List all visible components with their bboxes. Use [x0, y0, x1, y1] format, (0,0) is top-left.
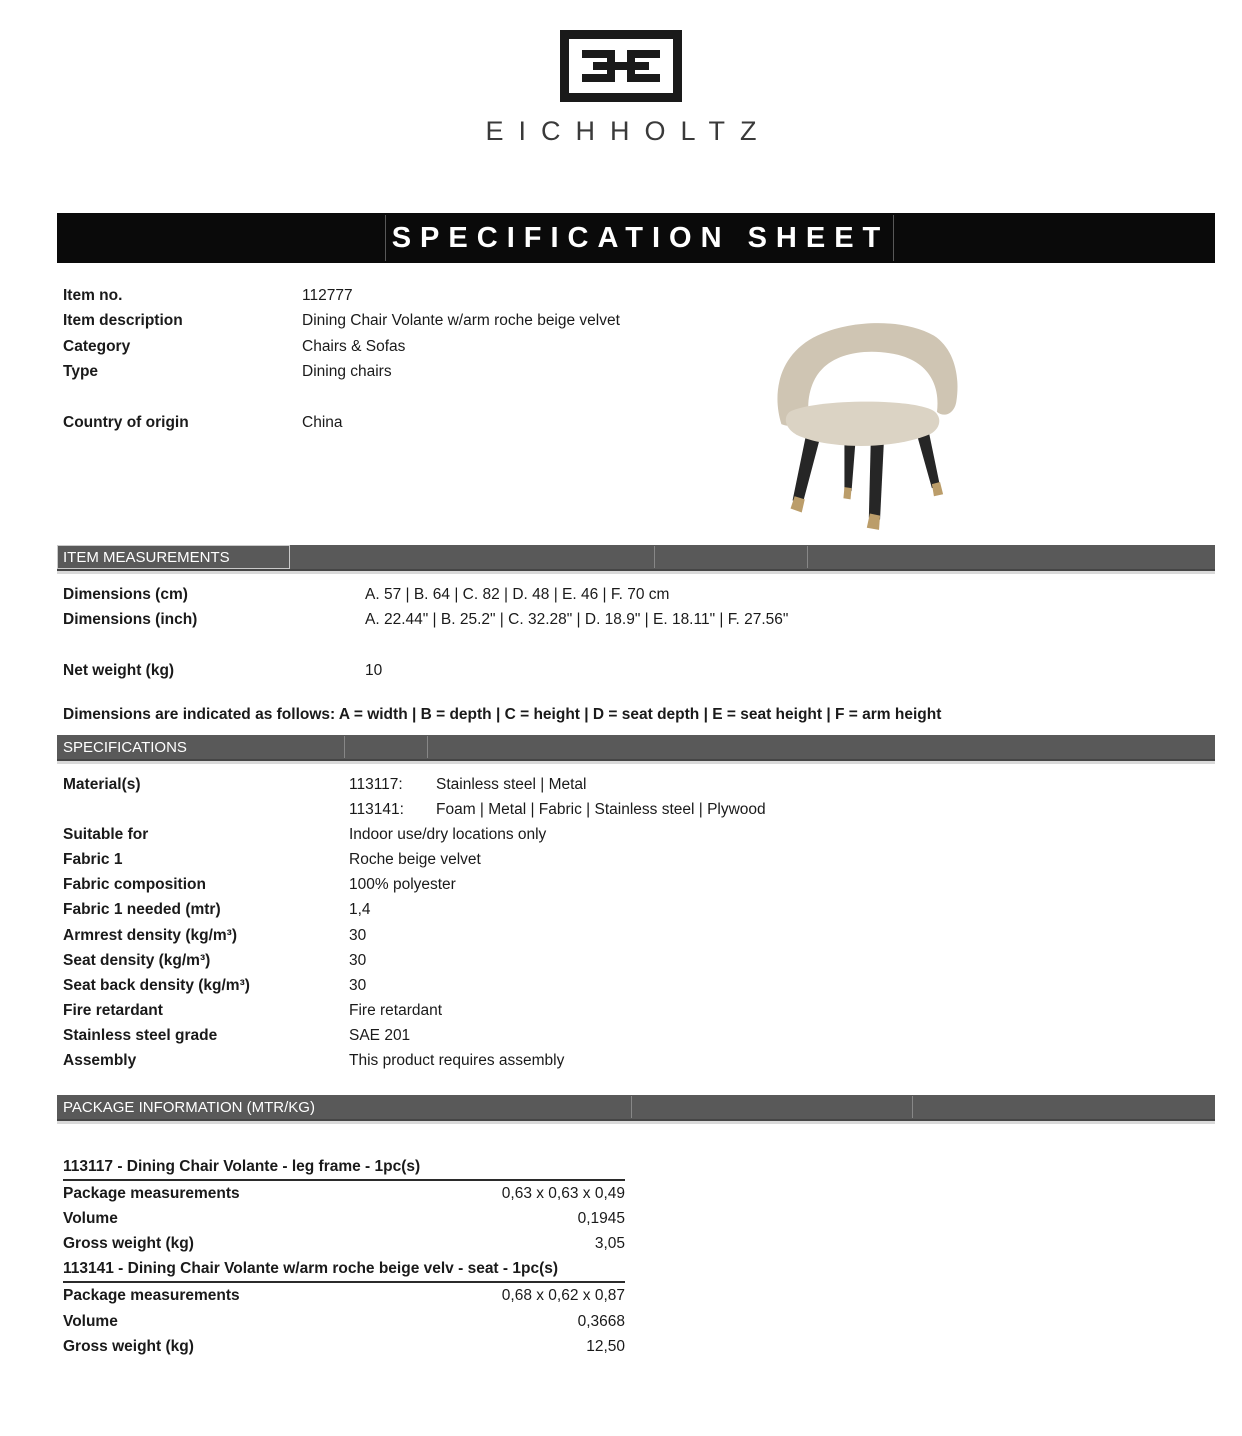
item-no-row	[63, 283, 753, 308]
eichholtz-logo-icon	[560, 30, 682, 102]
dimensions-cm-value: A. 57 | B. 64 | C. 82 | D. 48 | E. 46 | F. 70 cm	[365, 586, 670, 603]
item-measurements-header: ITEM MEASUREMENTS	[63, 549, 230, 566]
category-label: Category	[63, 337, 131, 355]
item-description-label: Item description	[63, 312, 183, 330]
item-description-row	[63, 308, 753, 333]
seat-back-density-row	[63, 973, 1063, 998]
category-row	[63, 334, 753, 359]
materials-line-2	[349, 797, 766, 822]
specifications-header-bar	[57, 735, 1215, 761]
armrest-density-row	[63, 923, 1063, 948]
net-weight-row	[63, 658, 1163, 683]
country-of-origin-value: China	[302, 413, 343, 431]
fabric-needed-row	[63, 897, 1063, 922]
armrest-density-label: Armrest density (kg/m³)	[63, 926, 237, 944]
fabric-composition-row	[63, 872, 1063, 897]
specifications-section	[63, 772, 1063, 1073]
bar-divider	[427, 736, 428, 758]
package-measurements-label: Package measurements	[63, 1185, 240, 1203]
dimensions-cm-label: Dimensions (cm)	[63, 586, 188, 603]
dimensions-cm-row	[63, 582, 1163, 607]
package-information-header-bar	[57, 1095, 1215, 1121]
armrest-density-value: 30	[349, 926, 367, 944]
fire-retardant-label: Fire retardant	[63, 1001, 163, 1019]
package-2-gross-weight-row	[63, 1334, 625, 1359]
package-1-gross-weight-row	[63, 1231, 625, 1256]
gross-weight-label: Gross weight (kg)	[63, 1337, 194, 1355]
stainless-steel-grade-value: SAE 201	[349, 1026, 411, 1044]
item-no-value: 112777	[302, 287, 353, 304]
type-label: Type	[63, 363, 99, 381]
volume-label: Volume	[63, 1210, 118, 1228]
fabric-composition-value: 100% polyester	[349, 876, 456, 894]
gross-weight-label: Gross weight (kg)	[63, 1235, 194, 1253]
fabric-1-row	[63, 847, 1063, 872]
package-2-volume-row	[63, 1309, 625, 1334]
gross-weight-value: 3,05	[594, 1235, 625, 1253]
seat-density-row	[63, 948, 1063, 973]
brand-header	[0, 30, 1242, 147]
assembly-value: This product requires assembly	[349, 1052, 565, 1070]
fabric-needed-label: Fabric 1 needed (mtr)	[63, 901, 221, 919]
bar-divider	[631, 1096, 632, 1118]
package-1-measurements-row	[63, 1181, 625, 1206]
stainless-steel-grade-label: Stainless steel grade	[63, 1026, 218, 1044]
bar-divider	[807, 546, 808, 568]
item-description-value: Dining Chair Volante w/arm roche beige velvet	[302, 312, 620, 330]
measurements-section	[63, 582, 1163, 683]
seat-density-value: 30	[349, 951, 367, 969]
category-value: Chairs & Sofas	[302, 337, 406, 355]
package-1-volume-row	[63, 1206, 625, 1231]
net-weight-value: 10	[365, 661, 383, 679]
title-bar	[57, 213, 1215, 263]
bar-divider	[654, 546, 655, 568]
fabric-needed-value: 1,4	[349, 901, 371, 919]
title-bar-divider	[385, 215, 386, 261]
materials-line-1	[349, 772, 586, 797]
specifications-header: SPECIFICATIONS	[63, 739, 187, 756]
page-title: SPECIFICATION SHEET	[391, 221, 890, 254]
country-of-origin-row	[63, 410, 753, 435]
package-measurements-value: 0,68 x 0,62 x 0,87	[501, 1287, 625, 1305]
bar-divider	[344, 736, 345, 758]
stainless-steel-grade-row	[63, 1023, 1063, 1048]
materials-label: Material(s)	[63, 776, 141, 793]
fabric-1-value: Roche beige velvet	[349, 851, 481, 869]
package-information-section	[63, 1154, 625, 1359]
material-code: 113117:	[349, 776, 403, 793]
materials-label-spacer	[63, 797, 349, 822]
assembly-row	[63, 1048, 1063, 1073]
volume-label: Volume	[63, 1312, 118, 1330]
item-info-section	[63, 283, 753, 435]
suitable-for-value: Indoor use/dry locations only	[349, 826, 547, 844]
materials-row-2	[63, 797, 1063, 822]
package-measurements-value: 0,63 x 0,63 x 0,49	[501, 1185, 625, 1203]
material-desc: Foam | Metal | Fabric | Stainless steel | Plywood	[436, 801, 766, 819]
fire-retardant-value: Fire retardant	[349, 1001, 443, 1019]
type-value: Dining chairs	[302, 363, 392, 381]
item-measurements-header-bar	[57, 545, 1215, 571]
dimensions-footnote: Dimensions are indicated as follows: A = width | B = depth | C = height | D = seat depth | E = seat height | F = arm height	[63, 706, 942, 723]
material-code: 113141:	[349, 801, 404, 819]
dimensions-inch-label: Dimensions (inch)	[63, 611, 198, 629]
fire-retardant-row	[63, 998, 1063, 1023]
package-1-title: 113117 - Dining Chair Volante - leg frame - 1pc(s)	[63, 1154, 625, 1181]
assembly-label: Assembly	[63, 1052, 137, 1070]
title-bar-divider	[893, 215, 894, 261]
country-of-origin-label: Country of origin	[63, 413, 189, 431]
item-no-label: Item no.	[63, 287, 123, 304]
seat-back-density-value: 30	[349, 976, 367, 994]
suitable-for-label: Suitable for	[63, 826, 149, 844]
fabric-composition-label: Fabric composition	[63, 876, 206, 894]
volume-value: 0,3668	[577, 1312, 625, 1330]
dimensions-inch-row	[63, 607, 1163, 632]
seat-density-label: Seat density (kg/m³)	[63, 951, 211, 969]
brand-wordmark: EICHHOLTZ	[485, 116, 772, 146]
net-weight-label: Net weight (kg)	[63, 661, 175, 679]
package-information-header: PACKAGE INFORMATION (MTR/KG)	[63, 1099, 315, 1116]
type-row	[63, 359, 753, 384]
package-measurements-label: Package measurements	[63, 1287, 240, 1305]
fabric-1-label: Fabric 1	[63, 851, 123, 869]
dimensions-inch-value: A. 22.44" | B. 25.2" | C. 32.28" | D. 18.9" | E. 18.11" | F. 27.56"	[365, 611, 789, 629]
material-desc: Stainless steel | Metal	[436, 776, 587, 793]
seat-back-density-label: Seat back density (kg/m³)	[63, 976, 250, 994]
product-photo-chair	[750, 300, 1006, 540]
materials-row	[63, 772, 1063, 797]
package-2-measurements-row	[63, 1283, 625, 1308]
suitable-for-row	[63, 822, 1063, 847]
gross-weight-value: 12,50	[586, 1337, 625, 1355]
bar-divider	[912, 1096, 913, 1118]
volume-value: 0,1945	[577, 1210, 625, 1228]
package-2-title: 113141 - Dining Chair Volante w/arm roche beige velv - seat - 1pc(s)	[63, 1256, 625, 1283]
